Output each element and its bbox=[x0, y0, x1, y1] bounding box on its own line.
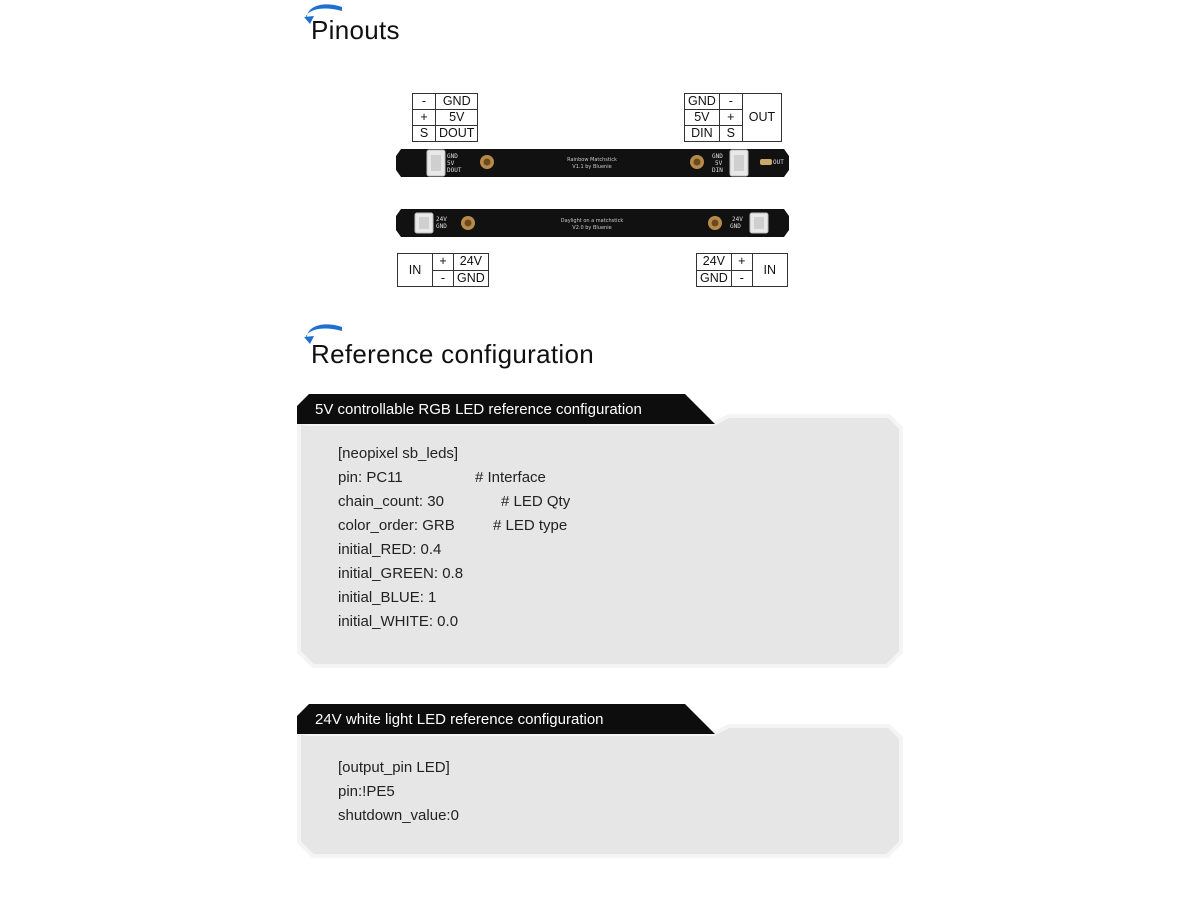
code-line bbox=[338, 466, 546, 490]
connector-label: IN bbox=[752, 254, 787, 287]
pin-symbol: + bbox=[433, 254, 454, 271]
pin-name: DIN bbox=[685, 126, 720, 142]
pin-symbol: - bbox=[413, 94, 436, 110]
strip-pin-label: 5V bbox=[447, 160, 455, 167]
code-line bbox=[338, 804, 459, 828]
strip-pin-label: GND bbox=[712, 153, 723, 160]
connector-label: OUT bbox=[742, 94, 781, 142]
rgb-config-card bbox=[297, 394, 903, 668]
code-text: [neopixel sb_leds] bbox=[338, 445, 459, 462]
rgb-config-code bbox=[338, 442, 571, 634]
code-text: color_order: GRB bbox=[338, 517, 455, 534]
strip-pin-label: 24V bbox=[436, 216, 447, 223]
pin-name: GND bbox=[454, 270, 489, 287]
pin-symbol: S bbox=[719, 126, 742, 142]
strip-center-text: V2.0 by Bluenie bbox=[572, 225, 612, 231]
code-text: initial_GREEN: 0.8 bbox=[338, 565, 464, 582]
pinouts-title: Pinouts bbox=[311, 15, 400, 45]
code-line bbox=[338, 586, 463, 610]
pin-symbol: + bbox=[413, 110, 436, 126]
strip-pin-label: GND bbox=[730, 223, 741, 230]
bottom-right-pin-table bbox=[696, 253, 788, 287]
strip-pin-label: DOUT bbox=[447, 167, 462, 174]
pin-symbol: + bbox=[731, 254, 752, 271]
code-line bbox=[338, 514, 568, 538]
code-text: pin: PC11 bbox=[338, 469, 403, 486]
code-line bbox=[338, 538, 463, 562]
strip-center-text: V1.1 by Bluenie bbox=[572, 164, 612, 170]
pin-symbol: + bbox=[719, 110, 742, 126]
strip-center-text: Rainbow Matchstick bbox=[567, 157, 617, 163]
rgb-config-tab-label: 5V controllable RGB LED reference configuration bbox=[315, 401, 642, 418]
top-right-pin-table bbox=[684, 93, 782, 142]
code-text: [output_pin LED] bbox=[338, 759, 450, 776]
code-line bbox=[338, 780, 459, 804]
top-left-pin-table bbox=[412, 93, 478, 142]
pin-symbol: - bbox=[719, 94, 742, 110]
white-config-card bbox=[297, 704, 903, 858]
strip-pin-label: GND bbox=[447, 153, 458, 160]
white-led-strip bbox=[395, 208, 790, 238]
code-text: initial_WHITE: 0.0 bbox=[338, 613, 459, 630]
pin-name: 24V bbox=[454, 254, 489, 271]
pin-symbol: - bbox=[731, 270, 752, 287]
white-config-code bbox=[338, 756, 459, 828]
pin-name: GND bbox=[436, 94, 478, 110]
white-config-tab-label: 24V white light LED reference configuration bbox=[315, 711, 604, 728]
strip-pin-label: 24V bbox=[732, 216, 743, 223]
strip-pin-label: 5V bbox=[715, 160, 723, 167]
code-text: chain_count: 30 bbox=[338, 493, 444, 510]
code-text: shutdown_value:0 bbox=[338, 807, 459, 824]
code-text: pin:!PE5 bbox=[338, 783, 395, 800]
code-text: initial_BLUE: 1 bbox=[338, 589, 437, 606]
pin-name: GND bbox=[697, 270, 732, 287]
rgb-led-strip bbox=[395, 148, 790, 178]
reference-title: Reference configuration bbox=[311, 339, 594, 369]
strip-pin-label: DIN bbox=[712, 167, 723, 174]
code-line bbox=[338, 610, 463, 634]
pin-symbol: S bbox=[413, 126, 436, 142]
strip-pin-label: GND bbox=[436, 223, 447, 230]
code-comment: # LED type bbox=[493, 517, 568, 534]
pin-symbol: - bbox=[433, 270, 454, 287]
connector-label: IN bbox=[398, 254, 433, 287]
strip-out-label: OUT bbox=[773, 159, 784, 166]
code-line bbox=[338, 562, 463, 586]
strip-center-text: Daylight on a matchstick bbox=[560, 218, 624, 224]
bottom-left-pin-table bbox=[397, 253, 489, 287]
pin-name: 24V bbox=[697, 254, 732, 271]
code-line bbox=[338, 756, 459, 780]
pin-name: GND bbox=[685, 94, 720, 110]
pin-name: 5V bbox=[685, 110, 720, 126]
code-comment: # LED Qty bbox=[501, 493, 571, 510]
code-line bbox=[338, 490, 571, 514]
pin-name: 5V bbox=[436, 110, 478, 126]
code-text: initial_RED: 0.4 bbox=[338, 541, 442, 558]
code-comment: # Interface bbox=[475, 469, 546, 486]
pin-name: DOUT bbox=[436, 126, 478, 142]
code-line bbox=[338, 442, 463, 466]
